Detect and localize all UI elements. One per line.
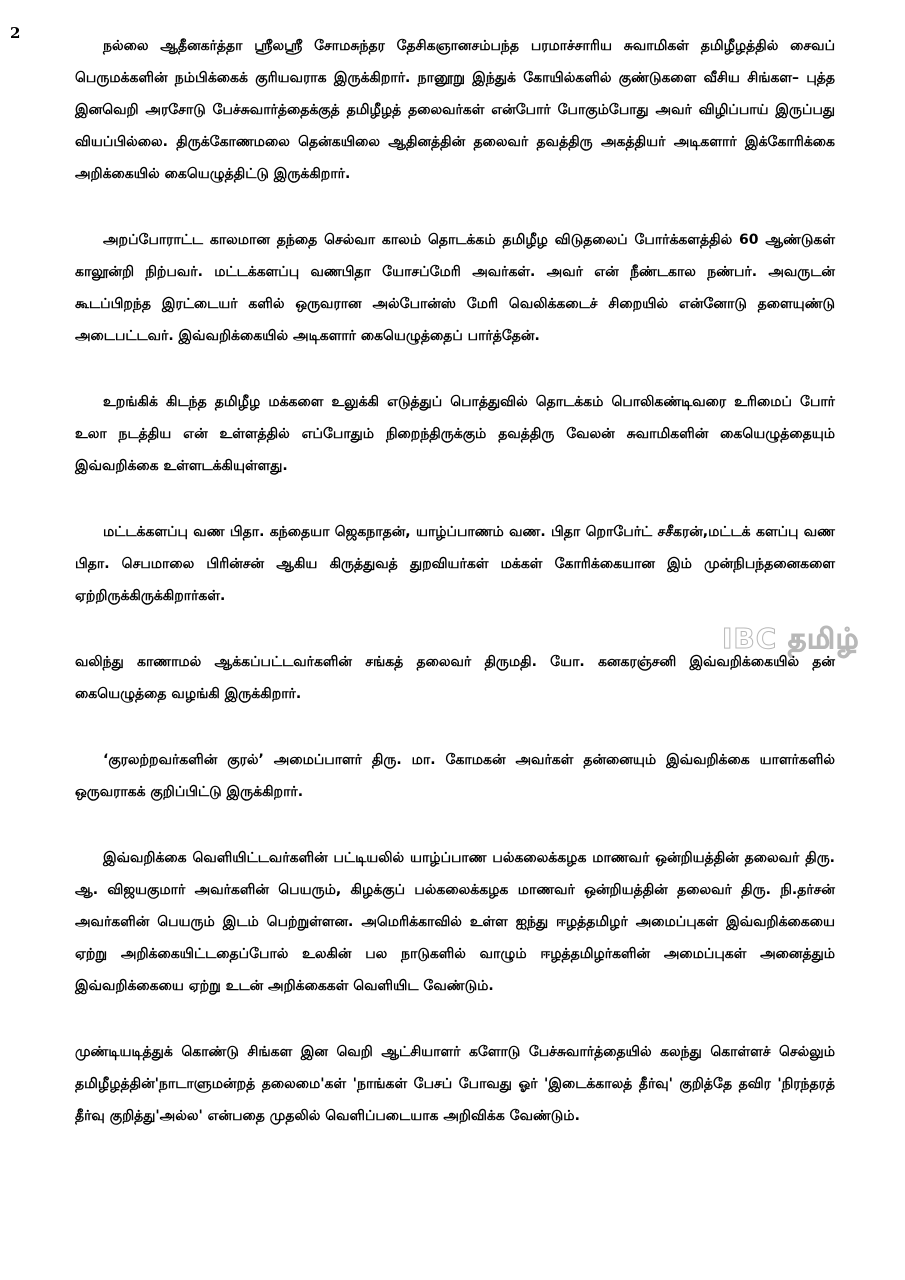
paragraph-6: ‘குரலற்றவர்களின் குரல்’ அமைப்பாளர் திரு. மா. கோமகன் அவர்கள் தன்னையும் இவ்வறிக்கை யாளர்களில் ஒருவராகக் குறிப்பிட்டு இருக்கிறார். [75, 752, 835, 800]
paragraph-8: முண்டியடித்துக் கொண்டு சிங்கள இன வெறி ஆட்சியாளர் களோடு பேச்சுவார்த்தையில் கலந்து கொள்ளச் செல்லும் தமிழீழத்தின்'நாடாளுமன்றத் தலைமை'கள் 'நாங்கள் பேசப் போவது ஓர் 'இடைக்காலத் தீர்வு' குறித்தே தவிர 'நிரந்தரத் தீர்வு குறித்து'அல்ல' என்பதை முதலில் வெளிப்படையாக அறிவிக்க வேண்டும். [75, 1044, 835, 1124]
ibc-watermark-logo: IBC தமிழ் [722, 622, 860, 655]
paragraph-7: இவ்வறிக்கை வெளியிட்டவர்களின் பட்டியலில் யாழ்ப்பாண பல்கலைக்கழக மாணவர் ஒன்றியத்தின் தலைவர் திரு. ஆ. விஜயகுமார் அவர்களின் பெயரும், கிழக்குப் பல்கலைக்கழக மாணவர் ஒன்றியத்தின் தலைவர் திரு. நி.தர்சன் அவர்களின் பெயரும் இடம் பெற்றுள்ளன. அமெரிக்காவில் உள்ள ஐந்து ஈழத்தமிழர் அமைப்புகள் இவ்வறிக்கையை ஏற்று அறிக்கையிட்டதைப்போல் உலகின் பல நாடுகளில் வாழும் ஈழத்தமிழர்களின் அமைப்புகள் அனைத்தும் இவ்வறிக்கையை ஏற்று உடன் அறிக்கைகள் வெளியிட வேண்டும். [75, 850, 835, 994]
paragraph-4: மட்டக்களப்பு வண பிதா. கந்தையா ஜெகநாதன், யாழ்ப்பாணம் வண. பிதா றொபேர்ட் சசீகரன்,மட்டக் களப்பு வண பிதா. செபமாலை பிரின்சன் ஆகிய கிருத்துவத் துறவியர்கள் மக்கள் கோரிக்கையான இம் முன்நிபந்தனைகளை ஏற்றிருக்கிருக்கிறார்கள். [75, 524, 835, 604]
paragraph-2: அறப்போராட்ட காலமான தந்தை செல்வா காலம் தொடக்கம் தமிழீழ விடுதலைப் போர்க்களத்தில் 60 ஆண்டுகள் காலூன்றி நிற்பவர். மட்டக்களப்பு வணபிதா யோசப்மேரி அவர்கள். அவர் என் நீண்டகால நண்பர். அவருடன் கூடப்பிறந்த இரட்டையர் களில் ஒருவரான அல்போன்ஸ் மேரி வெலிக்கடைச் சிறையில் என்னோடு தளையுண்டு அடைபட்டவர். இவ்வறிக்கையில் அடிகளார் கையெழுத்தைப் பார்த்தேன். [75, 232, 835, 344]
paragraph-1: நல்லை ஆதீனகர்த்தா ஶ்ரீலஶ்ரீ சோமசுந்தர தேசிகஞானசம்பந்த பரமாச்சாரிய சுவாமிகள் தமிழீழத்தில் சைவப் பெருமக்களின் நம்பிக்கைக் குரியவராக இருக்கிறார். நானூறு இந்துக் கோயில்களில் குண்டுகளை வீசிய சிங்கள– புத்த இனவெறி அரசோடு பேச்சுவார்த்தைக்குத் தமிழீழத் தலைவர்கள் என்போர் போகும்போது அவர் விழிப்பாய் இருப்பது வியப்பில்லை. திருக்கோணமலை தென்கயிலை ஆதினத்தின் தலைவர் தவத்திரு அகத்தியர் அடிகளார் இக்கோரிக்கை அறிக்கையில் கையெழுத்திட்டு இருக்கிறார். [75, 38, 835, 182]
paragraph-3: உறங்கிக் கிடந்த தமிழீழ மக்களை உலுக்கி எடுத்துப் பொத்துவில் தொடக்கம் பொலிகண்டிவரை உரிமைப் போர் உலா நடத்திய என் உள்ளத்தில் எப்போதும் நிறைந்திருக்கும் தவத்திரு வேலன் சுவாமிகளின் கையெழுத்தையும் இவ்வறிக்கை உள்ளடக்கியுள்ளது. [75, 394, 835, 474]
paragraph-5: வலிந்து காணாமல் ஆக்கப்பட்டவர்களின் சங்கத் தலைவர் திருமதி. யோ. கனகரஞ்சனி இவ்வறிக்கையில் தன் கையெழுத்தை வழங்கி இருக்கிறார். [75, 654, 835, 702]
page-number: 2 [10, 24, 21, 42]
document-body [75, 30, 835, 1166]
